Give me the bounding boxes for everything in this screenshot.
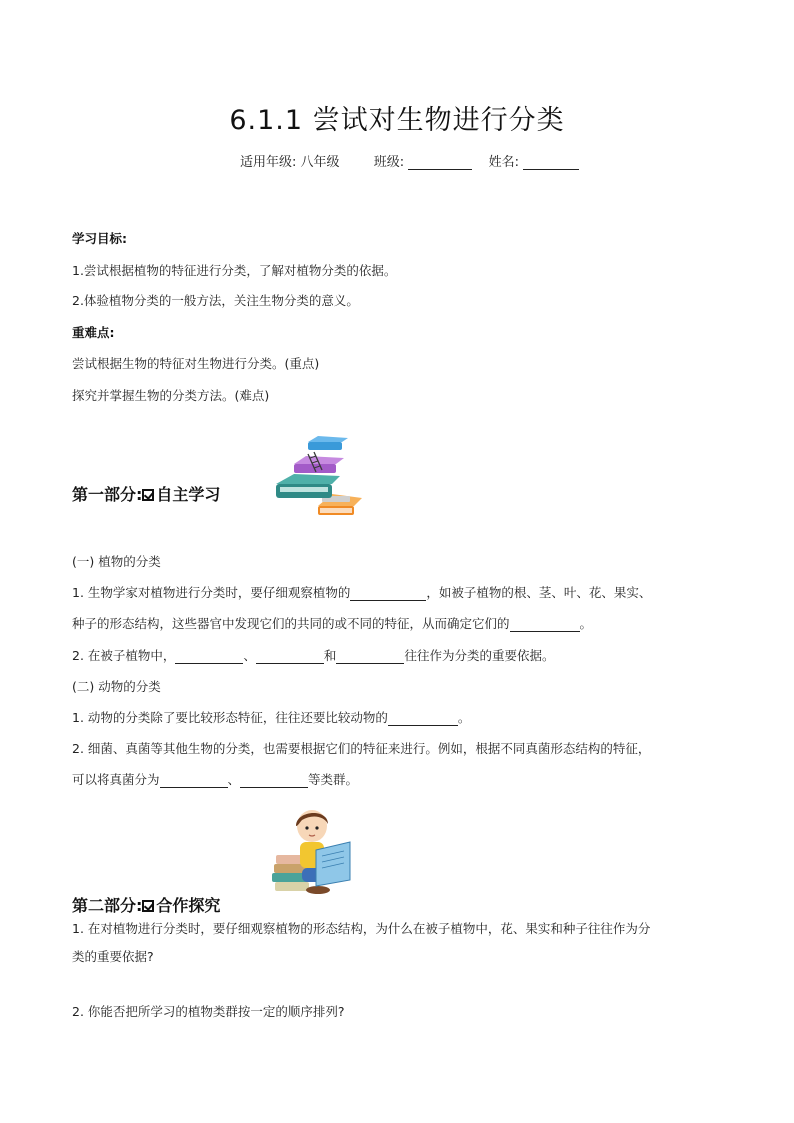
subsection-animals: (二) 动物的分类 (72, 679, 161, 694)
question-line: 类的重要依据? (72, 949, 154, 964)
checkbox-icon (142, 900, 154, 912)
name-label: 姓名: (488, 155, 519, 170)
objectives-heading: 学习目标: (72, 231, 127, 246)
grade-label: 适用年级: 八年级 (240, 155, 340, 170)
key-points-heading: 重难点: (72, 325, 115, 340)
answer-blank[interactable] (240, 773, 308, 788)
name-blank[interactable] (523, 155, 579, 170)
question-line: 2. 细菌、真菌等其他生物的分类，也需要根据它们的特征来进行。例如，根据不同真菌形态结构的特征， (72, 741, 651, 756)
question-line: 种子的形态结构，这些器官中发现它们的共同的或不同的特征，从而确定它们的 。 (72, 616, 593, 631)
question-line: 1. 在对植物进行分类时，要仔细观察植物的形态结构，为什么在被子植物中，花、果实和种子往往作为分 (72, 921, 651, 936)
answer-blank[interactable] (160, 773, 228, 788)
question-line: 2. 在被子植物中， 、 和 往往作为分类的重要依据。 (72, 648, 555, 663)
question-line: 1. 生物学家对植物进行分类时，要仔细观察植物的 ，如被子植物的根、茎、叶、花、果实、 (72, 585, 652, 600)
book-blue-icon (308, 436, 348, 450)
answer-blank[interactable] (350, 586, 426, 601)
part1-heading: 第一部分: 自主学习 (72, 485, 221, 504)
reading-boy-illustration (272, 806, 354, 896)
answer-blank[interactable] (388, 711, 458, 726)
books-illustration (272, 436, 362, 528)
answer-blank[interactable] (510, 617, 580, 632)
key-point-item: 尝试根据生物的特征对生物进行分类。(重点) (72, 356, 320, 371)
class-label: 班级: (373, 155, 405, 170)
question-line: 1. 动物的分类除了要比较形态特征，往往还要比较动物的 。 (72, 710, 471, 725)
open-book-icon (316, 842, 350, 886)
question-line: 2. 你能否把所学习的植物类群按一定的顺序排列? (72, 1004, 345, 1019)
book-teal-icon (276, 474, 340, 498)
key-point-item: 探究并掌握生物的分类方法。(难点) (72, 388, 270, 403)
class-blank[interactable] (408, 155, 472, 170)
answer-blank[interactable] (256, 649, 324, 664)
objective-item: 1.尝试根据植物的特征进行分类，了解对植物分类的依据。 (72, 263, 397, 278)
subsection-plants: (一) 植物的分类 (72, 554, 161, 569)
answer-blank[interactable] (336, 649, 404, 664)
checkbox-icon (142, 489, 154, 501)
question-line: 可以将真菌分为 、 等类群。 (72, 772, 359, 787)
part2-heading: 第二部分: 合作探究 (72, 896, 221, 915)
objective-item: 2.体验植物分类的一般方法，关注生物分类的意义。 (72, 293, 359, 308)
page-title: 6.1.1 尝试对生物进行分类 (229, 105, 565, 136)
header-meta (240, 151, 579, 170)
answer-blank[interactable] (175, 649, 243, 664)
